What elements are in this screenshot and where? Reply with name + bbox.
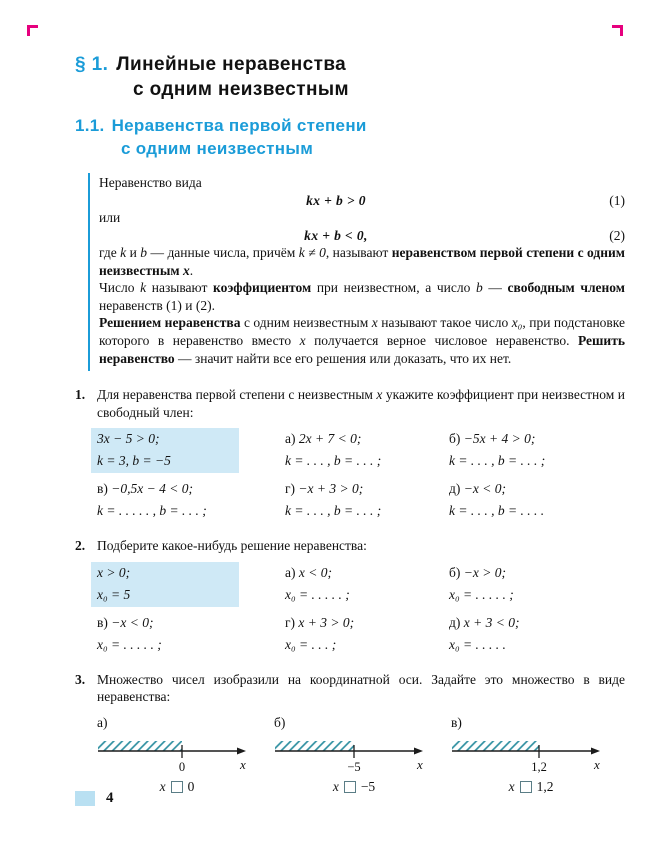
subsection-title-line2: с одним неизвестным: [121, 139, 314, 159]
definition-block: [88, 173, 625, 371]
inequality-sign-answer-box: [520, 781, 532, 793]
page-footer: [75, 789, 114, 809]
def-run: Число: [99, 280, 141, 296]
def-run: b: [475, 280, 483, 296]
tick-value: 1,2: [531, 760, 547, 775]
chapter-title-line2: с одним неизвестным: [133, 79, 349, 101]
diagram-a-label: а): [97, 714, 108, 730]
crop-mark-top-left: [27, 25, 38, 36]
exercise-item: [97, 478, 285, 522]
def-run: получается верное числовое неравенство.: [305, 332, 578, 348]
answer-blank: x₀ = . . . . .: [449, 636, 506, 652]
ex-title-run: укажите коэффициент при неизвестном и свободный член:: [97, 387, 625, 420]
axis-variable-label: x: [594, 757, 600, 773]
definition-intro: Неравенство вида: [99, 175, 202, 191]
tick-value: 0: [178, 760, 186, 775]
subsection-heading: [75, 115, 625, 161]
item-label: д): [449, 481, 464, 497]
expression: x + 3 < 0;: [463, 614, 520, 630]
def-run: k ≠ 0: [298, 245, 326, 261]
definition-paragraph-3: [99, 314, 625, 367]
definition-paragraph-2: [99, 279, 625, 314]
exercise-2-grid: [97, 562, 625, 656]
exercise-item: [97, 612, 285, 656]
def-run: —: [482, 280, 508, 296]
def-run: .: [189, 262, 194, 278]
axis-arrow-icon: [591, 748, 600, 755]
number-line-b: [274, 731, 429, 775]
def-run: — значит найти все его решения или доказать, что их нет.: [174, 350, 512, 366]
expression: x < 0;: [298, 564, 332, 580]
answer-blank: k = . . . . . , b = . . . ;: [97, 503, 207, 519]
def-run: , при подстановке которого в неравенство вместо: [99, 315, 626, 348]
definition-paragraph-1: [99, 244, 625, 279]
def-run: свободным членом: [507, 280, 625, 296]
answer-blank: x₀ = . . . . . ;: [449, 586, 514, 602]
exercise-item: [449, 428, 625, 473]
number-line-a: [97, 731, 252, 775]
exercise-1-number: 1.: [75, 387, 86, 403]
tick-value: −5: [347, 760, 361, 775]
number-line-diagrams: [97, 714, 625, 796]
item-label: б): [449, 431, 464, 447]
answer-blank: k = . . . , b = . . . ;: [285, 503, 382, 519]
answer-blank: k = . . . , b = . . . ;: [285, 453, 382, 469]
expression: 2x + 7 < 0;: [298, 431, 362, 447]
diagram-b-answer: [333, 778, 375, 796]
expression: −0,5x − 4 < 0;: [111, 481, 193, 497]
formula-1: kx + b > 0: [306, 192, 366, 208]
diagram-b: [274, 714, 434, 796]
item-label: г): [285, 614, 299, 630]
ex-title-run: Для неравенства первой степени с неизвестным: [97, 387, 377, 403]
def-run: , называют: [325, 245, 392, 261]
answer: x₀ = 5: [97, 586, 131, 602]
expression: −x + 3 > 0;: [298, 481, 364, 497]
def-run: с одним неизвестным: [240, 315, 372, 331]
chapter-title-line1: Линейные неравенства: [116, 54, 347, 75]
expression: −5x + 4 > 0;: [463, 431, 536, 447]
item-label: а): [285, 431, 299, 447]
exercise-item: [285, 478, 449, 522]
answer-variable: x: [508, 779, 515, 795]
answer: k = 3, b = −5: [97, 453, 171, 469]
answer-blank: k = . . . , b = . . . .: [449, 503, 545, 519]
item-label: в): [97, 614, 112, 630]
or-word: или: [99, 210, 121, 226]
exercise-2-title: Подберите какое-нибудь решение неравенства:: [97, 538, 367, 554]
exercise-item: [285, 612, 449, 656]
def-run: где: [99, 245, 121, 261]
def-run: k: [120, 245, 127, 261]
exercise-1-title: [97, 386, 625, 421]
exercise-2: [75, 537, 625, 656]
formula-2: kx + b < 0,: [304, 227, 368, 243]
exercise-3-title: Множество чисел изобразили на координатной оси. Задайте это множество в виде неравенства:: [97, 671, 625, 705]
exercise-item: [285, 428, 449, 473]
exercise-1: [75, 386, 625, 522]
exercise-2-number: 2.: [75, 538, 86, 554]
exercise-item: [449, 562, 625, 607]
expression: x + 3 > 0;: [298, 614, 355, 630]
diagram-v: [451, 714, 611, 796]
answer-variable: x: [332, 779, 339, 795]
axis-arrow-icon: [414, 748, 423, 755]
def-run: k: [140, 280, 147, 296]
expression: 3x − 5 > 0;: [97, 431, 160, 447]
expression: x > 0;: [97, 564, 131, 580]
hatched-region: [98, 741, 182, 751]
chapter-number: § 1.: [75, 54, 109, 75]
hatched-region: [275, 741, 354, 751]
def-run: неравенств (1) и (2).: [99, 297, 215, 313]
answer-number: −5: [360, 779, 376, 795]
def-run: Решить неравенство: [99, 332, 625, 366]
def-run: b: [140, 245, 148, 261]
axis-arrow-icon: [237, 748, 246, 755]
page-number: 4: [106, 790, 114, 806]
def-run: и: [126, 245, 141, 261]
diagram-a: [97, 714, 257, 796]
crop-mark-top-right: [612, 25, 623, 36]
expression: −x < 0;: [111, 614, 154, 630]
inequality-sign-answer-box: [171, 781, 183, 793]
item-label: б): [449, 564, 464, 580]
answer-variable: x: [159, 779, 166, 795]
def-run: называют такое число: [377, 315, 512, 331]
answer-number: 1,2: [536, 779, 554, 795]
def-run: — данные числа, причём: [147, 245, 299, 261]
diagram-v-answer: [509, 778, 554, 796]
def-run: коэффициентом: [213, 280, 312, 296]
exercise-item: [285, 562, 449, 607]
footer-accent-square: [75, 791, 95, 806]
formula-1-number: (1): [609, 192, 626, 208]
answer-blank: x₀ = . . . ;: [285, 636, 337, 652]
hatched-region: [452, 741, 539, 751]
answer-blank: k = . . . , b = . . . ;: [449, 453, 546, 469]
exercise-3-number: 3.: [75, 671, 86, 687]
item-label: д): [449, 614, 464, 630]
exercise-item: [449, 478, 625, 522]
formula-2-number: (2): [609, 227, 626, 243]
subsection-number: 1.1.: [75, 116, 105, 136]
axis-variable-label: x: [417, 757, 423, 773]
def-run: x: [182, 262, 190, 278]
item-label: а): [285, 564, 299, 580]
diagram-b-label: б): [274, 714, 286, 730]
diagram-v-label: в): [451, 714, 462, 730]
answer-blank: x₀ = . . . . . ;: [97, 636, 162, 652]
exercise-item-example: [91, 428, 239, 473]
item-label: г): [285, 481, 299, 497]
expression: −x < 0;: [463, 481, 506, 497]
item-label: в): [97, 481, 112, 497]
axis-variable-label: x: [240, 757, 246, 773]
inequality-sign-answer-box: [344, 781, 356, 793]
def-run: x: [299, 332, 306, 348]
def-run: неравенством первой степени с одним неизвестным: [99, 245, 625, 278]
number-line-v: [451, 731, 606, 775]
exercise-item-example: [91, 562, 239, 607]
formula-row-1: [99, 192, 625, 210]
expression: −x > 0;: [463, 564, 506, 580]
exercise-item: [449, 612, 625, 656]
exercise-1-grid: [97, 428, 625, 522]
ex-title-run: x: [376, 387, 383, 403]
diagram-a-answer: [160, 778, 195, 796]
def-run: Решением неравенства: [99, 315, 241, 331]
chapter-heading: [75, 52, 625, 102]
def-run: при неизвестном, а число: [311, 280, 476, 296]
answer-blank: x₀ = . . . . . ;: [285, 586, 350, 602]
def-run: x₀: [511, 315, 523, 331]
exercise-3: [75, 671, 625, 796]
subsection-title-line1: Неравенства первой степени: [111, 116, 367, 136]
formula-row-2: [99, 227, 625, 245]
def-run: x: [371, 315, 378, 331]
answer-number: 0: [187, 779, 195, 795]
def-run: называют: [146, 280, 213, 296]
